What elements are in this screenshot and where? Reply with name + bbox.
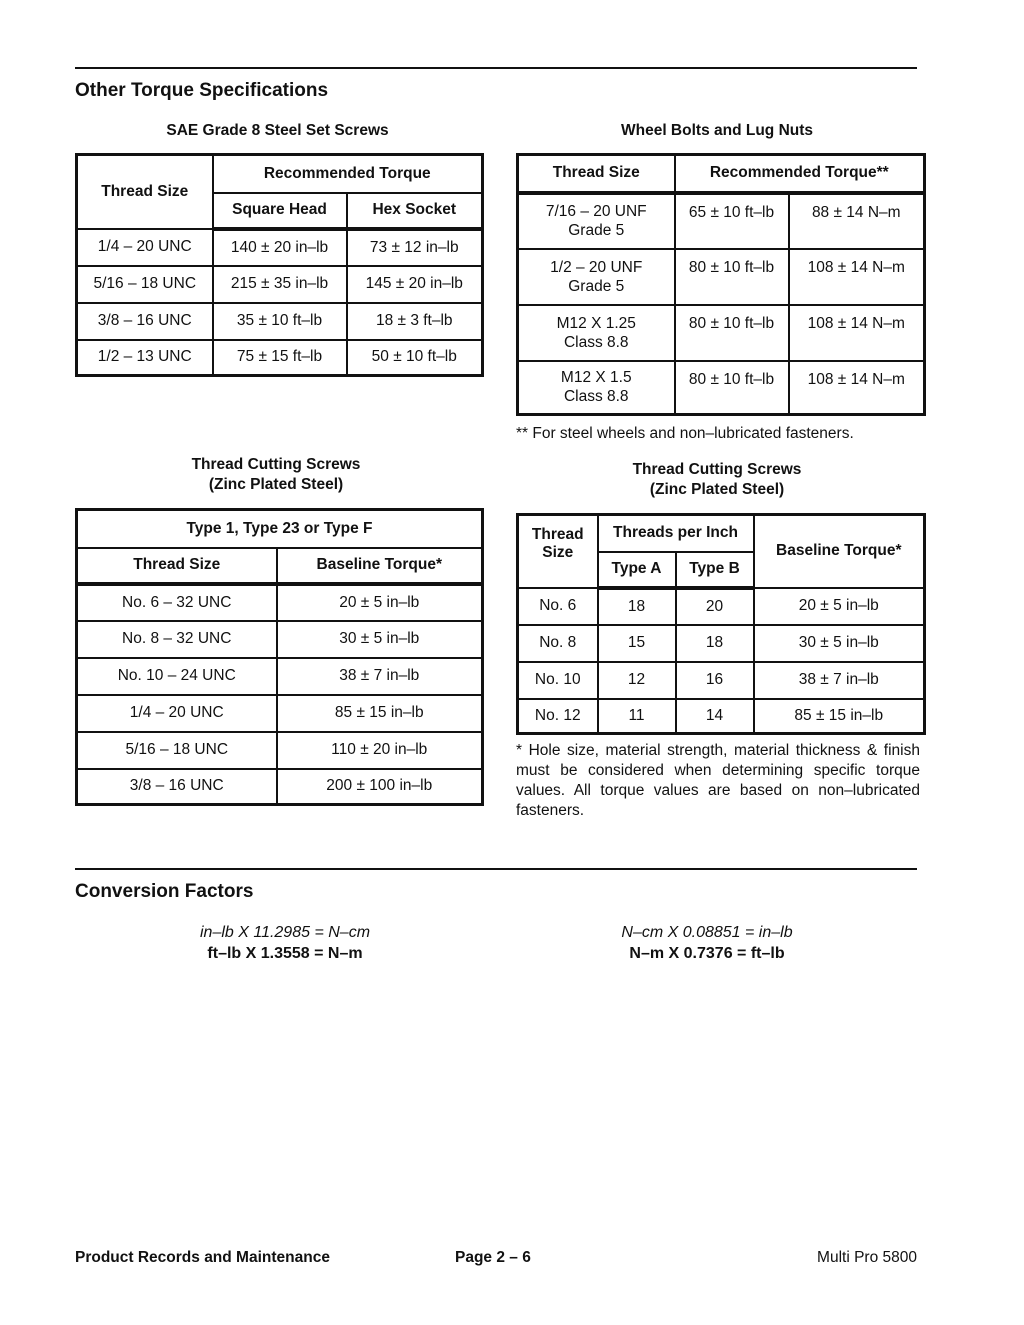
header-thread-size: Thread Size: [518, 515, 598, 588]
sae-table-caption: SAE Grade 8 Steel Set Screws: [166, 122, 389, 139]
table-row: [77, 621, 483, 658]
table-row: [77, 340, 483, 376]
grade-text: Class 8.8: [563, 388, 629, 406]
thread-size-text: M12 X 1.25: [556, 314, 636, 332]
type-b-cell: 20: [676, 588, 754, 625]
conversion-formula: in–lb X 11.2985 = N–cm: [199, 924, 371, 941]
footer-page-number: Page 2 – 6: [455, 1249, 531, 1266]
torque-footnote: * Hole size, material strength, material thickness & finish must be considered when determining specific torque values. All torque values are based on non–lubricated fasteners.: [516, 742, 920, 819]
torque-nm-cell: 108 ± 14 N–m: [789, 361, 925, 415]
torque-ftlb-cell: 80 ± 10 ft–lb: [675, 361, 789, 415]
footer-product-name: Multi Pro 5800: [817, 1249, 917, 1266]
thread-size-cell: 1/4 – 20 UNC: [77, 695, 277, 732]
thread-size-cell: No. 6: [518, 588, 598, 625]
thread-size-cell: No. 10: [518, 662, 598, 699]
torque-ftlb-cell: 80 ± 10 ft–lb: [675, 305, 789, 361]
conversion-left: [130, 922, 440, 964]
square-head-cell: 215 ± 35 in–lb: [213, 266, 347, 303]
grade-text: Grade 5: [568, 222, 625, 239]
header-threads-per-inch: Threads per Inch: [598, 515, 754, 552]
thread-size-cell: 1/4 – 20 UNC: [77, 229, 213, 266]
type-b-cell: 14: [676, 699, 754, 734]
header-baseline-torque: Baseline Torque*: [754, 515, 925, 588]
thread-size-cell: No. 8: [518, 625, 598, 662]
thread-size-cell: [518, 305, 675, 361]
type-a-cell: 18: [598, 588, 676, 625]
header-recommended-torque: Recommended Torque: [213, 155, 483, 193]
grade-text: Grade 5: [568, 277, 625, 295]
caption-line: Thread Cutting Screws: [632, 461, 802, 478]
caption-line: (Zinc Plated Steel): [208, 476, 344, 493]
table-row: [77, 266, 483, 303]
thread-size-cell: No. 8 – 32 UNC: [77, 621, 277, 658]
hex-socket-cell: 145 ± 20 in–lb: [347, 266, 483, 303]
baseline-torque-cell: 38 ± 7 in–lb: [754, 662, 925, 699]
header-thread-size: Thread Size: [77, 155, 213, 229]
type-a-cell: 15: [598, 625, 676, 662]
square-head-cell: 35 ± 10 ft–lb: [213, 303, 347, 340]
thread-size-cell: 1/2 – 13 UNC: [77, 340, 213, 376]
hex-socket-cell: 73 ± 12 in–lb: [347, 229, 483, 266]
torque-ftlb-cell: 80 ± 10 ft–lb: [675, 249, 789, 305]
baseline-torque-cell: 30 ± 5 in–lb: [754, 625, 925, 662]
table-row: [518, 625, 925, 662]
caption-line: (Zinc Plated Steel): [649, 481, 785, 498]
wheel-table-caption: Wheel Bolts and Lug Nuts: [620, 122, 814, 139]
square-head-cell: 140 ± 20 in–lb: [213, 229, 347, 266]
type-a-cell: 12: [598, 662, 676, 699]
type-b-cell: 16: [676, 662, 754, 699]
thread-size-cell: No. 6 – 32 UNC: [77, 584, 277, 621]
baseline-torque-cell: 110 ± 20 in–lb: [277, 732, 483, 769]
type-b-cell: 18: [676, 625, 754, 662]
conversion-formula: N–cm X 0.08851 = in–lb: [621, 924, 793, 941]
sae-grade8-table: [75, 153, 484, 377]
table-row: [77, 769, 483, 805]
thread-size-cell: [518, 361, 675, 415]
section-divider-top: [75, 67, 917, 69]
thread-cutting-screws-table-right: [516, 513, 926, 735]
table-row: [518, 588, 925, 625]
table-row: [77, 695, 483, 732]
thread-size-cell: No. 12: [518, 699, 598, 734]
thread-size-text: 1/2 – 20 UNF: [550, 258, 643, 276]
header-type-a: Type A: [598, 552, 676, 588]
header-type-b: Type B: [676, 552, 754, 588]
thread-size-cell: 3/8 – 16 UNC: [77, 303, 213, 340]
thread-size-cell: 3/8 – 16 UNC: [77, 769, 277, 805]
thread-size-cell: [518, 193, 675, 249]
baseline-torque-cell: 20 ± 5 in–lb: [277, 584, 483, 621]
baseline-torque-cell: 85 ± 15 in–lb: [277, 695, 483, 732]
conversion-formula: ft–lb X 1.3558 = N–m: [207, 945, 363, 962]
baseline-torque-cell: 30 ± 5 in–lb: [277, 621, 483, 658]
thread-size-cell: No. 10 – 24 UNC: [77, 658, 277, 695]
section-title-conversion: Conversion Factors: [75, 881, 254, 902]
cutting-right-caption: [516, 460, 918, 500]
torque-ftlb-cell: 65 ± 10 ft–lb: [675, 193, 789, 249]
caption-line: Thread Cutting Screws: [191, 456, 361, 473]
baseline-torque-cell: 20 ± 5 in–lb: [754, 588, 925, 625]
table-row: [77, 303, 483, 340]
baseline-torque-cell: 200 ± 100 in–lb: [277, 769, 483, 805]
table-row: [77, 229, 483, 266]
section-title-torque: Other Torque Specifications: [75, 80, 329, 101]
hex-socket-cell: 18 ± 3 ft–lb: [347, 303, 483, 340]
footer-manual-title: Product Records and Maintenance: [75, 1249, 330, 1266]
table-row: [518, 305, 925, 361]
thread-size-cell: 5/16 – 18 UNC: [77, 732, 277, 769]
baseline-torque-cell: 85 ± 15 in–lb: [754, 699, 925, 734]
table-row: [518, 699, 925, 734]
type-a-cell: 11: [598, 699, 676, 734]
thread-size-text: M12 X 1.5: [560, 369, 632, 387]
header-hex-socket: Hex Socket: [347, 193, 483, 229]
conversion-formula: N–m X 0.7376 = ft–lb: [629, 945, 785, 962]
torque-nm-cell: 88 ± 14 N–m: [789, 193, 925, 249]
baseline-torque-cell: 38 ± 7 in–lb: [277, 658, 483, 695]
table-row: [518, 662, 925, 699]
table-row: [518, 193, 925, 249]
hex-socket-cell: 50 ± 10 ft–lb: [347, 340, 483, 376]
header-type: Type 1, Type 23 or Type F: [77, 510, 483, 548]
table-row: [518, 249, 925, 305]
thread-size-text: 7/16 – 20 UNF: [545, 203, 647, 220]
wheel-footnote: ** For steel wheels and non–lubricated fasteners.: [516, 425, 854, 442]
section-divider-conversion: [75, 868, 917, 870]
square-head-cell: 75 ± 15 ft–lb: [213, 340, 347, 376]
torque-nm-cell: 108 ± 14 N–m: [789, 305, 925, 361]
grade-text: Class 8.8: [563, 333, 629, 351]
table-row: [77, 732, 483, 769]
header-thread-size: Thread Size: [77, 548, 277, 584]
table-row: [518, 361, 925, 415]
header-square-head: Square Head: [213, 193, 347, 229]
table-row: [77, 584, 483, 621]
thread-cutting-screws-table-left: [75, 508, 484, 806]
header-baseline-torque: Baseline Torque*: [277, 548, 483, 584]
thread-size-cell: [518, 249, 675, 305]
cutting-left-caption: [75, 455, 477, 495]
torque-nm-cell: 108 ± 14 N–m: [789, 249, 925, 305]
conversion-right: [552, 922, 862, 964]
header-recommended-torque: Recommended Torque**: [675, 155, 925, 193]
thread-size-cell: 5/16 – 18 UNC: [77, 266, 213, 303]
wheel-bolts-table: [516, 153, 926, 416]
table-row: [77, 658, 483, 695]
header-thread-size: Thread Size: [518, 155, 675, 193]
